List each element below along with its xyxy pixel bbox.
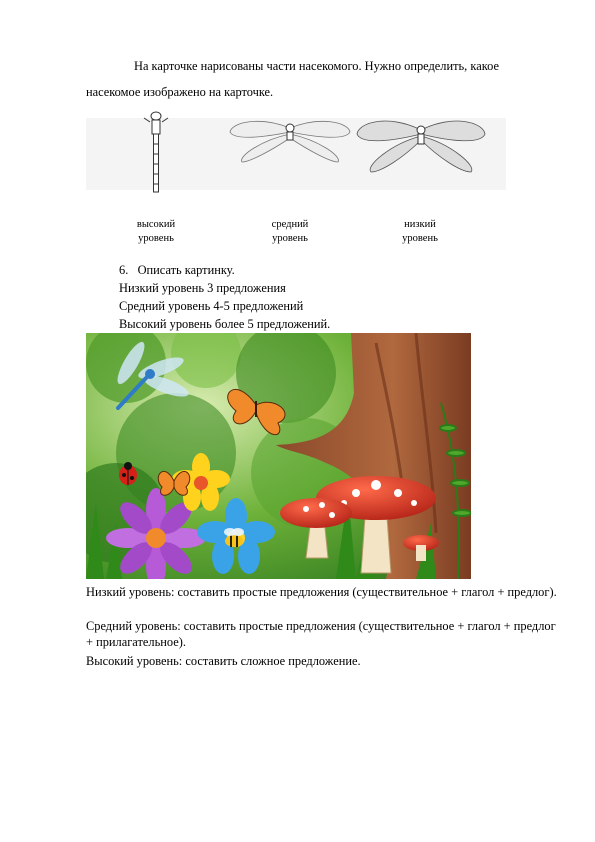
level-label-low-bottom: уровень	[402, 233, 438, 244]
level-label-mid-top: средний	[271, 219, 309, 230]
level-label-high-bottom: уровень	[138, 233, 174, 244]
criteria-low: Низкий уровень: составить простые предложения (существительное + глагол + предлог).	[86, 585, 557, 599]
task6-heading	[119, 262, 235, 278]
level-label-low-top: низкий	[404, 219, 436, 230]
criteria-mid: Средний уровень: составить простые предложения (существительное + глагол + предлог + прилагательное).	[86, 619, 556, 649]
insect-images-row	[86, 108, 516, 194]
bee	[224, 528, 244, 547]
task6-high-level: Высокий уровень более 5 предложений.	[119, 317, 331, 331]
task6-title: Описать картинку.	[137, 263, 235, 277]
intro-line-1: На карточке нарисованы части насекомого. Нужно определить, какое	[134, 59, 499, 73]
task6-number: 6.	[119, 263, 129, 277]
task6-low-level: Низкий уровень 3 предложения	[119, 281, 286, 295]
criteria-high: Высокий уровень: составить сложное предложение.	[86, 654, 361, 668]
intro-line-2: насекомое изображено на карточке.	[86, 85, 274, 99]
forest-illustration	[86, 333, 471, 579]
level-label-mid-bottom: уровень	[272, 233, 308, 244]
task6-mid-level: Средний уровень 4-5 предложений	[119, 299, 304, 313]
level-label-high-top: высокий	[136, 219, 176, 230]
